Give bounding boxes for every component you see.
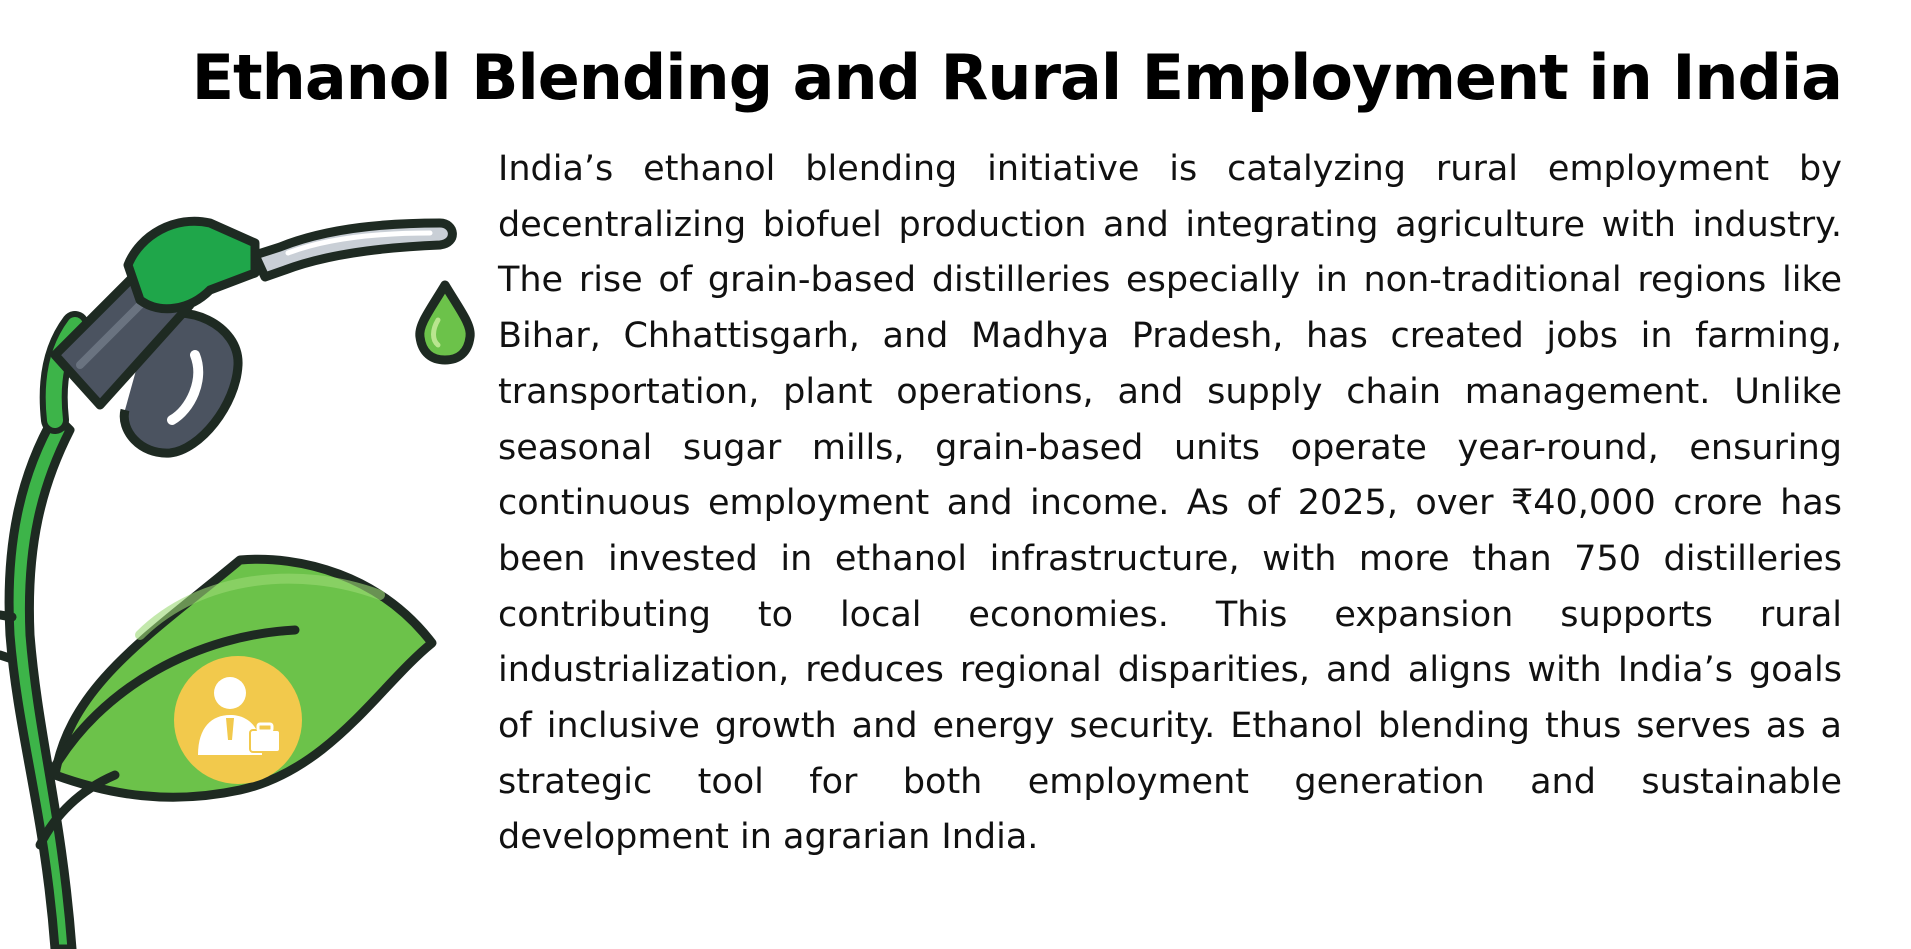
biofuel-illustration xyxy=(0,215,500,949)
fuel-nozzle-icon xyxy=(54,221,453,453)
fuel-drop-icon xyxy=(420,285,470,360)
body-paragraph: India’s ethanol blending initiative is catalyzing rural employment by decentralizing biofuel production and integrating agriculture with industry. The rise of grain-based distilleries especially in non-traditional regions like Bihar, Chhattisgarh, and Madhya Pradesh, has created jobs in farming, transportation, plant operations, and supply chain management. Unlike seasonal sugar mills, grain-based units operate year-round, ensuring continuous employment and income. As of 2025, over ₹40,000 crore has been invested in ethanol infrastructure, with more than 750 distilleries contributing to local economies. This expansion supports rural industrialization, reduces regional disparities, and aligns with India’s goals of inclusive growth and energy security. Ethanol blending thus serves as a strategic tool for both employment generation and sustainable development in agrarian India. xyxy=(498,149,1842,858)
employee-icon xyxy=(174,656,302,784)
plant-stem-icon xyxy=(0,415,72,949)
page-title: Ethanol Blending and Rural Employment in India xyxy=(191,41,1842,114)
